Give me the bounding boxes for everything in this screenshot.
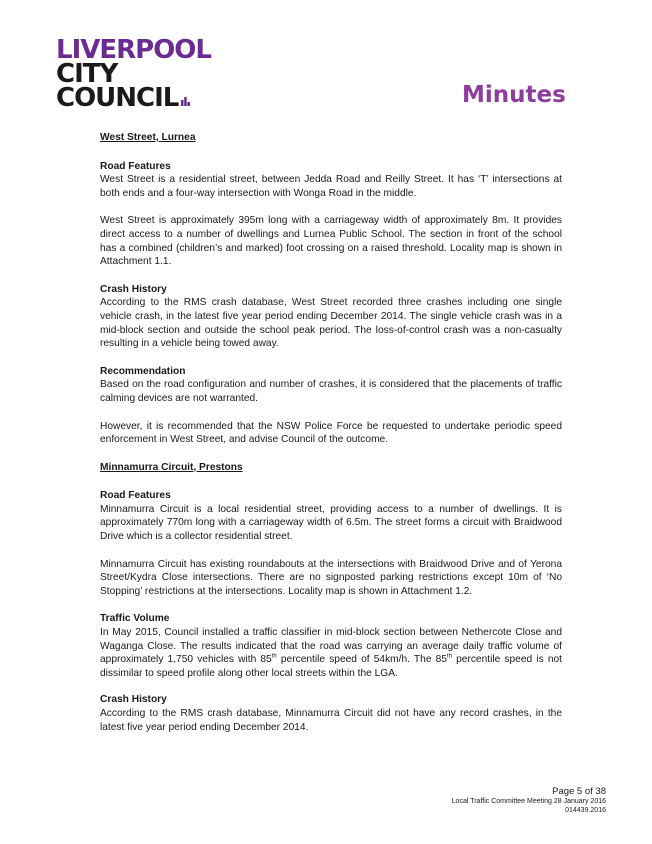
road-features-paragraph: West Street is approximately 395m long with a carriageway width of approximately 8m. It provides direct access to a number of dwellings and Lurnea Public School. The section in front of the school has a combined (children’s and marked) foot crossing on a raised threshold. Locality map is shown in Attachment 1.1.: [100, 215, 562, 268]
logo-line-1: LIVERPOOL: [56, 35, 211, 65]
road-features-paragraph: Minnamurra Circuit has existing roundabouts at the intersections with Braidwood Drive and of Yerona Street/Kydra Close intersections. There are no signposted parking restrictions except 10m of ‘No Stopping’ restrictions at the intersections. Locality map is shown in Attachment 1.2.: [100, 558, 562, 597]
road-features-heading: Road Features: [100, 490, 171, 502]
traffic-volume-paragraph: [100, 626, 562, 680]
traffic-volume-heading: Traffic Volume: [100, 613, 170, 625]
recommendation-paragraph: However, it is recommended that the NSW Police Force be requested to undertake periodic speed enforcement in West Street, and advise Council of the outcome.: [100, 420, 562, 446]
logo-line-3: [56, 83, 211, 113]
section-title-minnamurra-circuit: Minnamurra Circuit, Prestons: [100, 461, 243, 473]
document-title: Minutes: [462, 82, 566, 108]
road-features-paragraph: West Street is a residential street, between Jedda Road and Reilly Street. It has ‘T’ intersections at both ends and a four-way intersection with Wonga Road in the middle.: [100, 174, 562, 199]
road-features-paragraph: Minnamurra Circuit is a local residential street, providing access to a number of dwellings. It is approximately 770m long with a carriageway width of 6.5m. The street forms a circuit with Braidwood Drive which is a collector residential street.: [100, 503, 562, 543]
crash-history-paragraph: According to the RMS crash database, Minnamurra Circuit did not have any record crashes, in the latest five year period ending December 2014.: [100, 708, 562, 733]
page-number: Page 5 of 38: [552, 786, 606, 797]
crash-history-heading: Crash History: [100, 694, 167, 706]
council-logo: [56, 35, 211, 113]
section-title-west-street: West Street, Lurnea: [100, 132, 196, 143]
logo-line-3-text: COUNCIL: [56, 83, 179, 113]
crash-history-heading: Crash History: [100, 283, 167, 295]
meeting-name: Local Traffic Committee Meeting 28 January 2016: [451, 798, 606, 805]
recommendation-heading: Recommendation: [100, 365, 186, 377]
minutes-body: [100, 131, 562, 748]
superscript-th: th: [446, 653, 452, 660]
page-footer: [452, 786, 606, 815]
crash-history-paragraph: According to the RMS crash database, West Street recorded three crashes including one single vehicle crash, in the latest five year period ending December 2014. The single vehicle crash was in a mid-block section and outside the school peak period. The loss-of-control crash was a non-casualty resulting in a vehicle being towed away.: [100, 297, 562, 350]
document-reference: 014439.2016: [565, 807, 606, 814]
recommendation-paragraph: Based on the road configuration and number of crashes, it is considered that the placements of traffic calming devices are not warranted.: [100, 379, 562, 404]
logo-mark-icon: [181, 97, 190, 106]
road-features-heading: Road Features: [100, 160, 171, 172]
traffic-volume-text: percentile speed is not dissimilar to speed profile along other local streets within the LGA.: [100, 654, 562, 679]
superscript-th: th: [271, 653, 277, 660]
traffic-volume-text: percentile speed of 54km/h. The 85: [276, 654, 447, 666]
logo-line-2: CITY: [56, 59, 118, 89]
traffic-volume-text: In May 2015, Council installed a traffic classifier in mid-block section between Nethercote Close and Waganga Close. The results indicated that the road was carrying an average daily traffic volume of approximately 1,750 vehicles with 85: [100, 627, 562, 666]
